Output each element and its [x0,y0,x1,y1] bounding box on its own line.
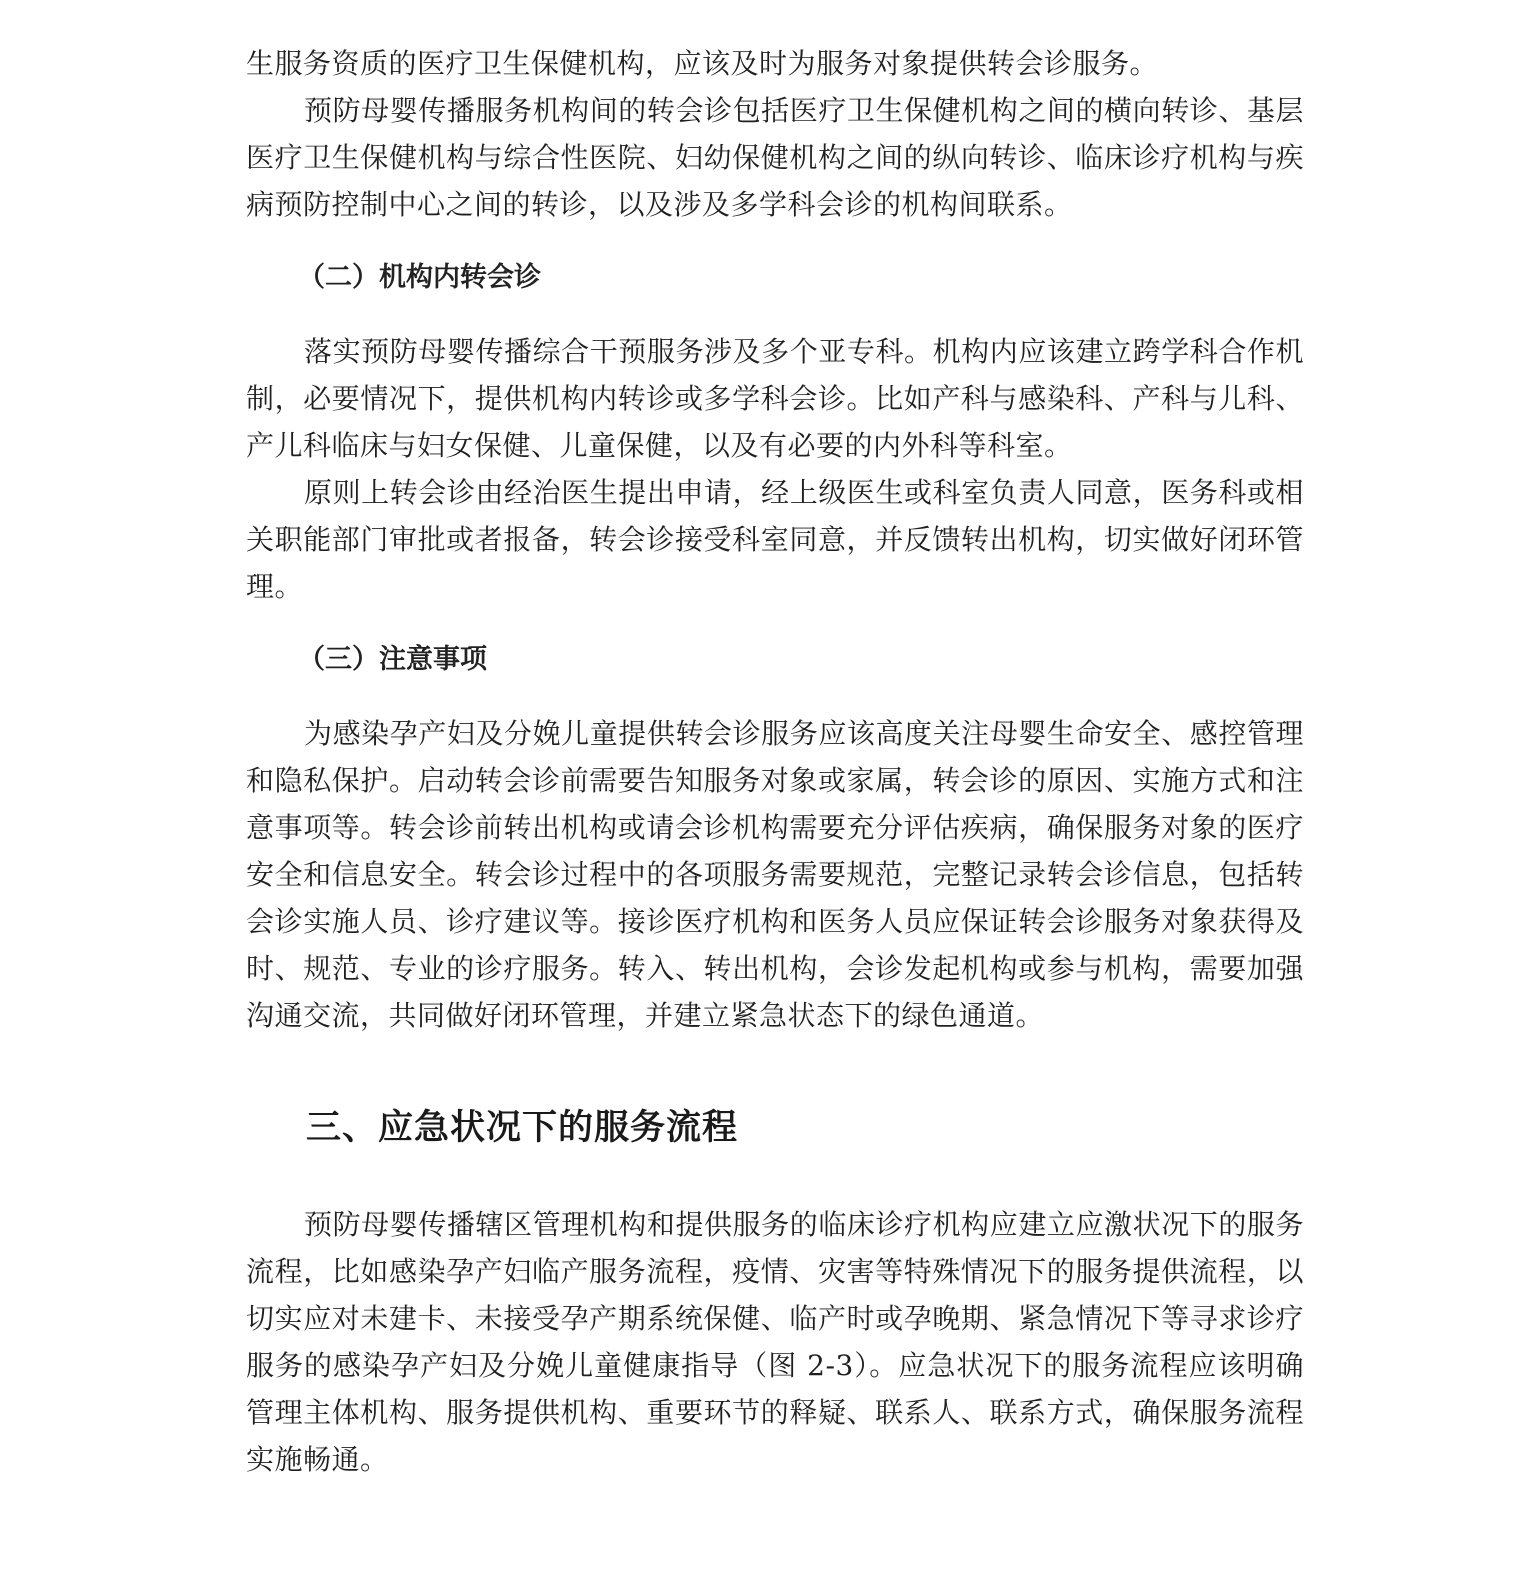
paragraph-inter-institution-referral: 预防母婴传播服务机构间的转会诊包括医疗卫生保健机构之间的横向转诊、基层医疗卫生保健机构与综合性医院、妇幼保健机构之间的纵向转诊、临床诊疗机构与疾病预防控制中心之间的转诊，以及涉及多学科会诊的机构间联系。 [246,94,1304,221]
paragraph-continuation: 生服务资质的医疗卫生保健机构，应该及时为服务对象提供转会诊服务。 [246,47,1159,80]
paragraph-referral-principle: 原则上转会诊由经治医生提出申请，经上级医生或科室负责人同意，医务科或相关职能部门审批或者报备，转会诊接受科室同意，并反馈转出机构，切实做好闭环管理。 [246,476,1304,603]
paragraph-precautions: 为感染孕产妇及分娩儿童提供转会诊服务应该高度关注母婴生命安全、感控管理和隐私保护。启动转会诊前需要告知服务对象或家属，转会诊的原因、实施方式和注意事项等。转会诊前转出机构或请会诊机构需要充分评估疾病，确保服务对象的医疗安全和信息安全。转会诊过程中的各项服务需要规范，完整记录转会诊信息，包括转会诊实施人员、诊疗建议等。接诊医疗机构和医务人员应保证转会诊服务对象获得及时、规范、专业的诊疗服务。转入、转出机构，会诊发起机构或参与机构，需要加强沟通交流，共同做好闭环管理，并建立紧急状态下的绿色通道。 [246,717,1304,1032]
document-page [246,40,1304,1483]
section-title-emergency-process: 三、应急状况下的服务流程 [306,1108,739,1148]
subheading-intra-institution-referral: （二）机构内转会诊 [298,262,541,293]
paragraph-emergency-process: 预防母婴传播辖区管理机构和提供服务的临床诊疗机构应建立应激状况下的服务流程，比如感染孕产妇临产服务流程，疫情、灾害等特殊情况下的服务提供流程，以切实应对未建卡、未接受孕产期系统保健、临产时或孕晚期、紧急情况下等寻求诊疗服务的感染孕产妇及分娩儿童健康指导（图 2-3）。应急状况下的服务流程应该明确管理主体机构、服务提供机构、重要环节的释疑、联系人、联系方式，确保服务流程实施畅通。 [246,1208,1304,1476]
paragraph-multidisciplinary: 落实预防母婴传播综合干预服务涉及多个亚专科。机构内应该建立跨学科合作机制，必要情况下，提供机构内转诊或多学科会诊。比如产科与感染科、产科与儿科、产儿科临床与妇女保健、儿童保健，以及有必要的内外科等科室。 [246,335,1304,462]
subheading-precautions: （三）注意事项 [298,644,487,675]
